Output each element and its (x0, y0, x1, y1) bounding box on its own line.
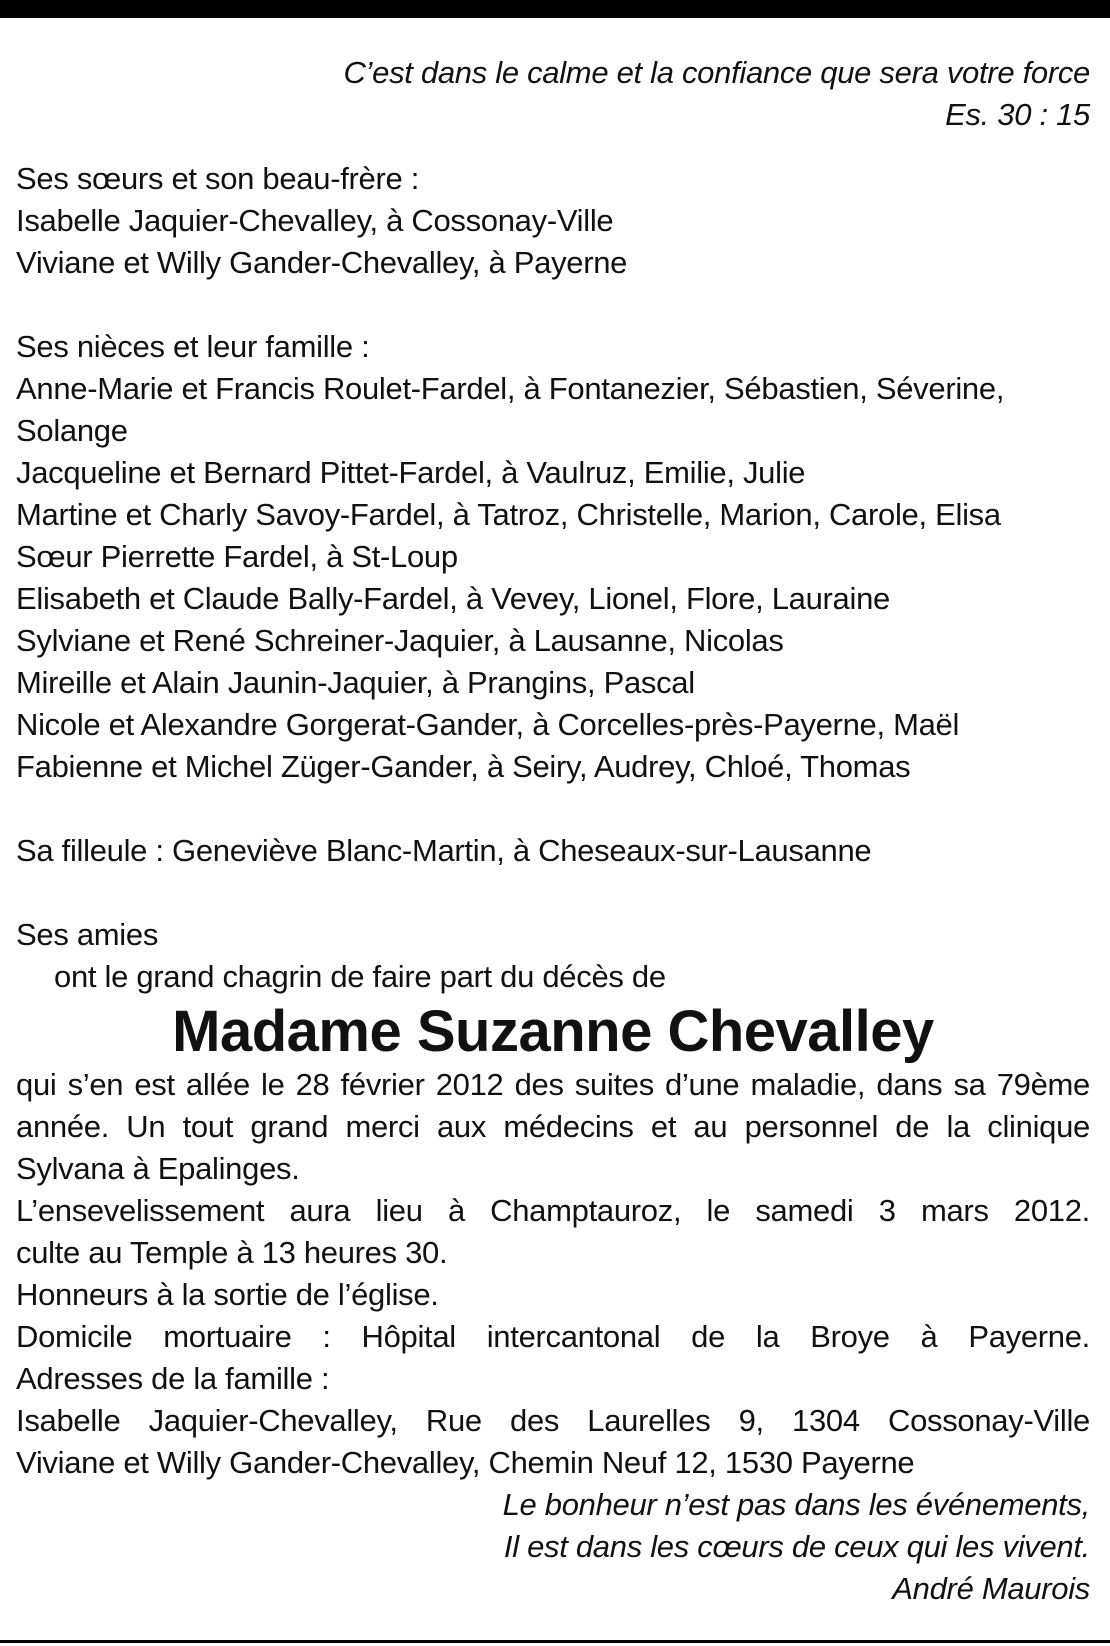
niece-line: Sylviane et René Schreiner-Jaquier, à Lausanne, Nicolas (16, 623, 784, 658)
address-line: Viviane et Willy Gander-Chevalley, Chemin Neuf 12, 1530 Payerne (16, 1445, 915, 1480)
niece-line: Mireille et Alain Jaunin-Jaquier, à Prangins, Pascal (16, 665, 695, 700)
details-section (16, 1064, 1090, 1484)
niece-line: Anne-Marie et Francis Roulet-Fardel, à Fontanezier, Sébastien, Séverine, (16, 371, 1005, 406)
niece-line: Fabienne et Michel Züger-Gander, à Seiry, Audrey, Chloé, Thomas (16, 749, 911, 784)
top-rule (0, 0, 1110, 18)
mortuary-line: Domicile mortuaire : Hôpital intercantonal de la Broye à Payerne. (16, 1319, 1090, 1354)
sister-line: Viviane et Willy Gander-Chevalley, à Payerne (16, 245, 628, 280)
bottom-rule (0, 1640, 1110, 1643)
burial-line: L’ensevelissement aura lieu à Champtauroz, le samedi 3 mars 2012. (16, 1193, 1090, 1228)
honours-line: Honneurs à la sortie de l’église. (16, 1277, 439, 1312)
addresses-heading: Adresses de la famille : (16, 1361, 330, 1396)
nieces-section (16, 326, 1090, 788)
niece-line: Sœur Pierrette Fardel, à St-Loup (16, 539, 458, 574)
niece-line: Solange (16, 413, 128, 448)
address-line: Isabelle Jaquier-Chevalley, Rue des Laurelles 9, 1304 Cossonay-Ville (16, 1403, 1090, 1438)
closing-quote-line: Il est dans les cœurs de ceux qui les vivent. (503, 1529, 1090, 1564)
friends-section (16, 914, 1090, 998)
niece-line: Elisabeth et Claude Bally-Fardel, à Vevey, Lionel, Flore, Lauraine (16, 581, 890, 616)
closing-quote (16, 1484, 1090, 1610)
sister-line: Isabelle Jaquier-Chevalley, à Cossonay-Ville (16, 203, 614, 238)
closing-quote-line: Le bonheur n’est pas dans les événements, (502, 1487, 1090, 1522)
goddaughter-line: Sa filleule : Geneviève Blanc-Martin, à Cheseaux-sur-Lausanne (16, 833, 872, 868)
epigraph-reference: Es. 30 : 15 (945, 97, 1090, 132)
niece-line: Martine et Charly Savoy-Fardel, à Tatroz, Christelle, Marion, Carole, Elisa (16, 497, 1001, 532)
nieces-heading: Ses nièces et leur famille : (16, 329, 370, 364)
niece-line: Jacqueline et Bernard Pittet-Fardel, à Vaulruz, Emilie, Julie (16, 455, 806, 490)
friends-heading: Ses amies (16, 917, 159, 952)
epigraph-quote: C’est dans le calme et la confiance que sera votre force (343, 55, 1090, 90)
niece-line: Nicole et Alexandre Gorgerat-Gander, à Corcelles-près-Payerne, Maël (16, 707, 960, 742)
epigraph (16, 52, 1090, 136)
obituary-notice (16, 52, 1090, 1610)
details-paragraph: qui s’en est allée le 28 février 2012 des suites d’une maladie, dans sa 79ème année. Un tout grand merci aux médecins et au personnel de la clinique Sylvana à Epalinges. (16, 1067, 1090, 1186)
announcement-line: ont le grand chagrin de faire part du décès de (54, 959, 666, 994)
service-line: culte au Temple à 13 heures 30. (16, 1235, 448, 1270)
deceased-name: Madame Suzanne Chevalley (172, 999, 934, 1064)
closing-quote-author: André Maurois (892, 1571, 1090, 1606)
sisters-section (16, 158, 1090, 284)
sisters-heading: Ses sœurs et son beau-frère : (16, 161, 420, 196)
